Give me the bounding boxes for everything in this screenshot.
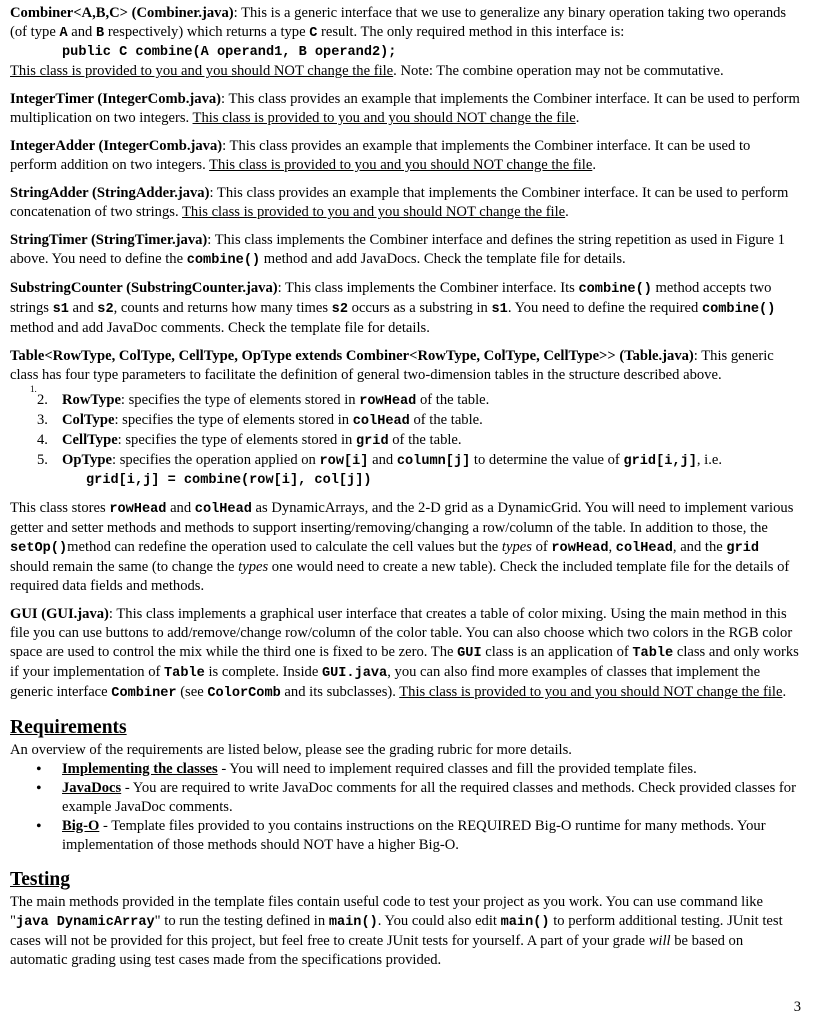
no-change-notice: This class is provided to you and you should NOT change the file (181, 204, 566, 220)
text: and (368, 452, 397, 468)
table-heading: Table<RowType, ColType, CellType, OpType extends Combiner<RowType, ColType, CellType>> (Table.java) (10, 348, 694, 364)
text: : This class implements the Combiner interface and defines the string repetition as used in Figure 1 above. You need to define the (10, 232, 785, 267)
text: - You are required to write JavaDoc comments for all the required classes and methods. Check provided classes for example JavaDoc comments. (62, 780, 796, 815)
code: Combiner (111, 686, 177, 701)
code: grid (726, 541, 760, 556)
text: - You will need to implement required classes and fill the provided template files. (217, 761, 697, 777)
text: to determine the value of (470, 452, 624, 468)
text: method can redefine the operation used to calculate the cell values but the (67, 539, 502, 555)
page-number: 3 (793, 999, 801, 1015)
stray-list-number: 1. (30, 384, 37, 394)
text: . (575, 110, 580, 126)
document-page (10, 4, 800, 979)
emphasis: will (648, 933, 671, 949)
text: : specifies the type of elements stored in (120, 392, 360, 408)
integer-timer-section (10, 90, 800, 128)
table-section (10, 347, 800, 394)
text: to perform additional testing. JUnit test cases will not be provided for this project, but feel free to create JUnit tests for yourself. A part of your grade (10, 913, 783, 949)
text: and (68, 300, 98, 316)
table-description (10, 499, 800, 596)
code: Table (632, 646, 674, 661)
text: : This class provides an example that implements the Combiner interface. It can be used to perform addition on two integers. (10, 138, 751, 173)
text: result. The only required method in this interface is: (317, 24, 625, 40)
grid-formula: grid[i,j] = combine(row[i], col[j]) (86, 473, 372, 488)
type-name: OpType (62, 452, 113, 468)
text: and (166, 500, 195, 516)
testing-section (10, 893, 800, 970)
text: This class stores (10, 500, 110, 516)
text: : specifies the type of elements stored in (114, 412, 353, 428)
text: : This class implements the Combiner interface. Its (277, 280, 579, 296)
list-item (37, 431, 800, 451)
text: , you can also find more examples of classes that implement the generic interface (10, 664, 761, 700)
code: column[j] (396, 454, 471, 469)
text: , and the (672, 539, 727, 555)
gui-heading: GUI (GUI.java) (10, 606, 109, 622)
integer-timer-heading: IntegerTimer (IntegerComb.java) (10, 91, 222, 107)
text: . (592, 157, 596, 173)
text: of (531, 539, 552, 555)
emphasis: types (238, 559, 269, 575)
code: grid[i,j] (623, 454, 697, 469)
gui-section (10, 605, 800, 703)
text: . You need to define the required (507, 300, 702, 316)
text: of the table. (416, 392, 490, 408)
requirement-label: JavaDocs (62, 780, 122, 796)
list-item (37, 391, 800, 411)
substring-counter-heading: SubstringCounter (SubstringCounter.java) (10, 280, 278, 296)
code: java DynamicArray (15, 915, 155, 930)
text: of the table. (388, 432, 462, 448)
combiner-section (10, 4, 800, 81)
text: , counts and returns how many times (113, 300, 332, 316)
type-name: RowType (62, 392, 121, 408)
text: . (565, 204, 569, 220)
code: C (309, 26, 318, 41)
list-item (37, 411, 800, 431)
text: . Note: The combine operation may not be commutative. (393, 63, 724, 79)
no-change-notice: This class is provided to you and you should NOT change the file (399, 684, 783, 700)
code: s1 (491, 302, 508, 317)
code: main() (328, 915, 378, 930)
text: class is an application of (481, 644, 633, 660)
text: be based on automatic grading using test cases made from the specifications provided. (10, 933, 744, 968)
text: : This generic class has four type parameters to facilitate the definition of general two-dimension tables in the structure described above. (10, 348, 774, 383)
combiner-heading: Combiner<A,B,C> (Combiner.java) (10, 5, 234, 21)
text: one would need to create a new table). Check the included template file for the details of required data fields and methods. (10, 559, 790, 594)
code: ColorComb (207, 686, 281, 701)
code: rowHead (551, 541, 609, 556)
integer-adder-heading: IntegerAdder (IntegerComb.java) (10, 138, 223, 154)
list-number: 5. (37, 452, 48, 468)
text: should remain the same (to change the (10, 559, 239, 575)
code: s2 (331, 302, 348, 317)
combine-signature: public C combine(A operand1, B operand2); (62, 45, 397, 60)
list-number: 2. (37, 392, 48, 408)
text: : specifies the operation applied on (112, 452, 320, 468)
type-parameter-list (10, 391, 800, 490)
text: occurs as a substring in (348, 300, 492, 316)
list-number: 4. (37, 432, 48, 448)
requirements-heading: Requirements (10, 717, 127, 738)
text: : This is a generic interface that we use to generalize any binary operation taking two operands (of type (10, 5, 787, 40)
requirements-intro: An overview of the requirements are listed below, please see the grading rubric for more details. (10, 742, 572, 758)
code: setOp() (10, 541, 68, 556)
text: : This class provides an example that implements the Combiner interface. It can be used to perform multiplication on two integers. (10, 91, 800, 126)
string-timer-section (10, 231, 800, 270)
list-item (62, 817, 800, 855)
text: : This class implements a graphical user interface that creates a table of color mixing. Using the main method in this file you can use buttons to add/remove/change row/column of the color table. You can also choose which two colors in the RGB color space are used to control the mix while the third one is fixed to be zero. The (10, 606, 793, 660)
text: The main methods provided in the template files contain useful code to test your project as you work. You can use command like " (10, 894, 764, 929)
text: , i.e. (696, 452, 723, 468)
type-name: ColType (62, 412, 115, 428)
code: B (96, 26, 105, 41)
text: " to run the testing defined in (154, 913, 329, 929)
text: (see (176, 684, 208, 700)
code: combine() (578, 282, 652, 297)
code: rowHead (359, 394, 417, 409)
text: method and add JavaDoc comments. Check the template file for details. (10, 320, 430, 336)
list-item (62, 760, 800, 779)
code: s2 (97, 302, 114, 317)
text: method and add JavaDocs. Check the template file for details. (260, 251, 626, 267)
code: colHead (352, 414, 410, 429)
no-change-notice: This class is provided to you and you should NOT change the file (10, 63, 394, 79)
code: colHead (194, 502, 252, 517)
code: grid (355, 434, 389, 449)
list-number: 3. (37, 412, 48, 428)
code: rowHead (109, 502, 167, 517)
text: and (67, 24, 96, 40)
text: respectively) which returns a type (104, 24, 310, 40)
requirement-label: Big-O (62, 818, 100, 834)
text: as DynamicArrays, and the 2-D grid as a DynamicGrid. You will need to implement various getter and setter methods and methods to support inserting/removing/changing a row/column of the table. In addition to those, the (10, 500, 794, 536)
code: A (59, 26, 68, 41)
substring-counter-section (10, 279, 800, 338)
text: class and only works if your implementation of (10, 644, 799, 680)
string-adder-heading: StringAdder (StringAdder.java) (10, 185, 210, 201)
text: . You could also edit (377, 913, 501, 929)
text: method accepts two strings (10, 280, 772, 316)
code: row[i] (319, 454, 369, 469)
code: Table (164, 666, 205, 681)
code: colHead (615, 541, 673, 556)
emphasis: types (501, 539, 532, 555)
text: and its subclasses). (280, 684, 400, 700)
text: - Template files provided to you contains instructions on the REQUIRED Big-O runtime for many methods. Your implementation of those methods should NOT have a higher Big-O. (62, 818, 766, 853)
code: s1 (52, 302, 69, 317)
requirement-label: Implementing the classes (62, 761, 218, 777)
no-change-notice: This class is provided to you and you should NOT change the file (192, 110, 576, 126)
testing-heading: Testing (10, 869, 70, 890)
text: , (608, 539, 616, 555)
text: is complete. Inside (204, 664, 322, 680)
text: . (782, 684, 787, 700)
text: : specifies the type of elements stored in (117, 432, 356, 448)
string-adder-section (10, 184, 800, 222)
code: GUI.java (321, 666, 388, 681)
code: combine() (701, 302, 776, 317)
string-timer-heading: StringTimer (StringTimer.java) (10, 232, 208, 248)
no-change-notice: This class is provided to you and you should NOT change the file (209, 157, 593, 173)
text: : This class provides an example that implements the Combiner interface. It can be used to perform concatenation of two strings. (10, 185, 789, 220)
code: combine() (186, 253, 261, 268)
requirements-list (10, 760, 800, 855)
code: GUI (457, 646, 482, 661)
list-item (62, 779, 800, 817)
list-item (37, 451, 800, 490)
text: of the table. (409, 412, 483, 428)
integer-adder-section (10, 137, 800, 175)
type-name: CellType (62, 432, 118, 448)
code: main() (500, 915, 550, 930)
